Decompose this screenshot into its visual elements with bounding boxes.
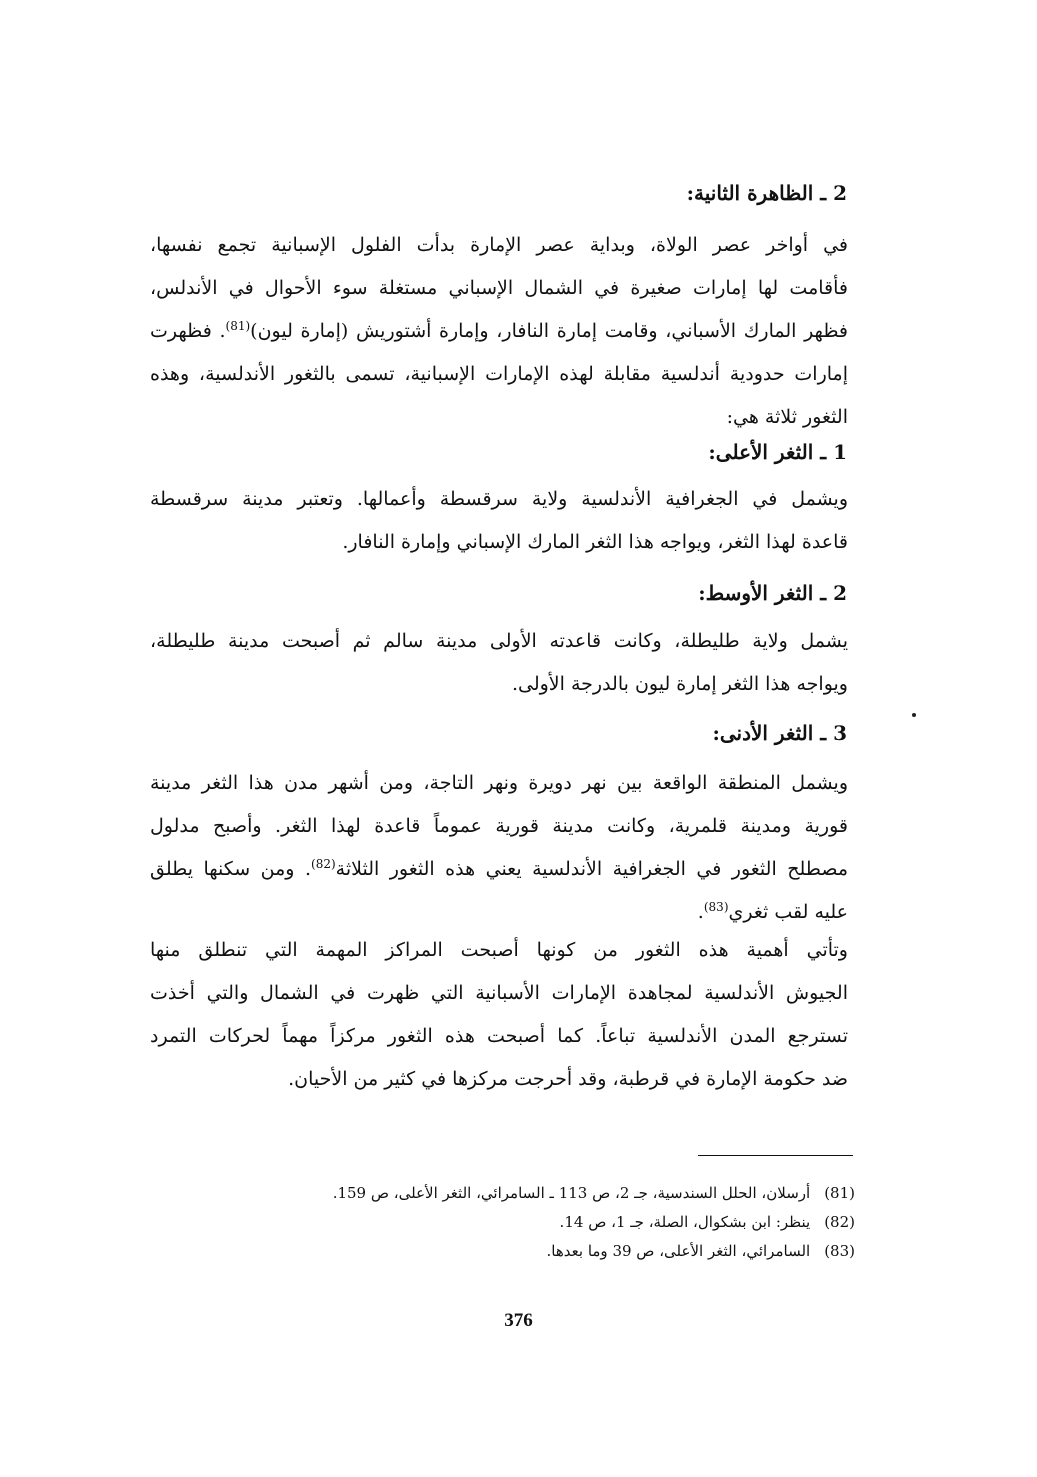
line-text: . <box>697 901 704 923</box>
footnote-text: ينظر: ابن بشكوال، الصلة، جـ 1، ص 14. <box>559 1213 811 1231</box>
paragraph-line: إمارات حدودية أندلسية مقابلة لهذه الإمارات الإسبانية، تسمى بالثغور الأندلسية، وهذه <box>150 363 848 385</box>
paragraph-line: في أواخر عصر الولاة، وبداية عصر الإمارة بدأت الفلول الإسبانية تجمع نفسها، <box>150 234 848 256</box>
paragraph-line: تسترجع المدن الأندلسية تباعاً. كما أصبحت هذه الثغور مركزاً مهماً لحركات التمرد <box>150 1025 848 1047</box>
footnote-text: السامرائي، الثغر الأعلى، ص 39 وما بعدها. <box>546 1242 811 1260</box>
paragraph-line: وتأتي أهمية هذه الثغور من كونها أصبحت المراكز المهمة التي تنطلق منها <box>150 939 848 961</box>
frontier-paragraph-lower <box>150 762 848 934</box>
frontier-paragraph-middle <box>150 620 848 706</box>
paragraph-line: ويشمل في الجغرافية الأندلسية ولاية سرقسطة وأعمالها. وتعتبر مدينة سرقسطة <box>150 488 848 510</box>
footnote-83 <box>547 1240 855 1262</box>
footnote-number: (82) <box>824 1213 855 1231</box>
intro-paragraph <box>150 224 848 439</box>
paragraph-line: قاعدة لهذا الثغر، ويواجه هذا الثغر المارك الإسباني وإمارة النافار. <box>342 531 848 553</box>
closing-paragraph <box>150 929 848 1101</box>
footnote-number: (83) <box>824 1242 855 1260</box>
frontier-heading-lower: 3 ـ الثغر الأدنى: <box>712 721 847 745</box>
paragraph-line <box>150 848 848 891</box>
paragraph-line: فأقامت لها إمارات صغيرة في الشمال الإسباني مستغلة سوء الأحوال في الأندلس، <box>150 277 848 299</box>
footnote-number: (81) <box>824 1184 855 1202</box>
footnote-ref-82[interactable]: (82) <box>311 856 336 871</box>
paragraph-line: ويشمل المنطقة الواقعة بين نهر دويرة ونهر التاجة، ومن أشهر مدن هذا الثغر مدينة <box>150 772 848 794</box>
footnote-ref-83[interactable]: (83) <box>703 899 729 914</box>
paragraph-line <box>150 310 848 353</box>
line-text: . ومن سكنها يطلق <box>150 858 311 880</box>
line-text: . فظهرت <box>150 320 226 342</box>
paragraph-line: ويواجه هذا الثغر إمارة ليون بالدرجة الأولى. <box>511 673 848 695</box>
paragraph-line: يشمل ولاية طليطلة، وكانت قاعدته الأولى مدينة سالم ثم أصبحت مدينة طليطلة، <box>150 630 848 652</box>
paragraph-line: قورية ومدينة قلمرية، وكانت مدينة قورية عموماً قاعدة لهذا الثغر. وأصبح مدلول <box>150 815 848 837</box>
footnote-separator <box>698 1155 853 1156</box>
line-text: مصطلح الثغور في الجغرافية الأندلسية يعني هذه الثغور الثلاثة <box>335 858 848 880</box>
footnote-82 <box>560 1211 855 1233</box>
frontier-heading-upper: 1 ـ الثغر الأعلى: <box>708 440 847 464</box>
paragraph-line <box>150 891 848 934</box>
paragraph-line: الجيوش الأندلسية لمجاهدة الإمارات الأسبانية التي ظهرت في الشمال والتي أخذت <box>150 982 848 1004</box>
footnote-ref-81[interactable]: (81) <box>225 318 251 333</box>
line-text: فظهر المارك الأسباني، وقامت إمارة النافار، وإمارة أشتوريش (إمارة ليون) <box>250 320 848 342</box>
footnote-text: أرسلان، الحلل السندسية، جـ 2، ص 113 ـ السامرائي، الثغر الأعلى، ص 159. <box>332 1184 811 1202</box>
paragraph-line: الثغور ثلاثة هي: <box>726 406 848 428</box>
stray-mark <box>912 713 916 717</box>
paragraph-line: ضد حكومة الإمارة في قرطبة، وقد أحرجت مركزها في كثير من الأحيان. <box>288 1068 848 1090</box>
frontier-paragraph-upper <box>150 478 848 564</box>
line-text: عليه لقب ثغري <box>728 901 848 923</box>
footnote-81 <box>333 1182 855 1204</box>
frontier-heading-middle: 2 ـ الثغر الأوسط: <box>698 581 847 605</box>
page-number: 376 <box>504 1310 533 1331</box>
section-heading: 2 ـ الظاهرة الثانية: <box>686 181 847 205</box>
